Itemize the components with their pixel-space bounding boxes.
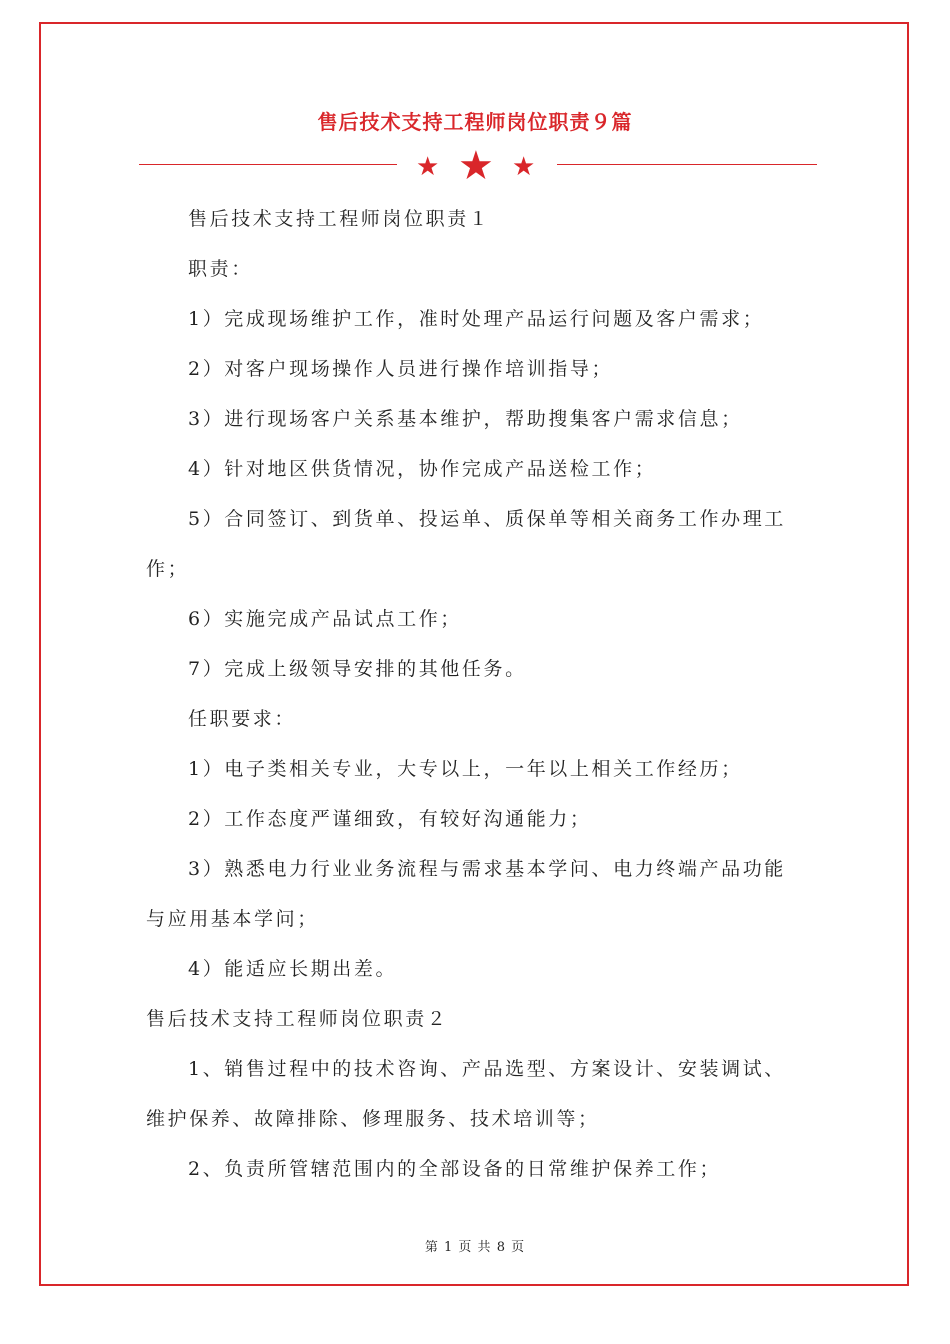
paragraph-line: 作； (146, 558, 190, 580)
paragraph-line: 职责： (188, 258, 253, 280)
paragraph-line: 7）完成上级领导安排的其他任务。 (188, 658, 527, 680)
page-footer: 第 1 页 共 8 页 (424, 1240, 526, 1255)
paragraph-line: 与应用基本学问； (146, 908, 319, 930)
document-title: 售后技术支持工程师岗位职责９篇 (317, 110, 633, 134)
title-divider-right (557, 164, 817, 165)
paragraph-line: 1、销售过程中的技术咨询、产品选型、方案设计、安装调试、 (188, 1058, 786, 1080)
section-heading: 售后技术支持工程师岗位职责２ (146, 1008, 449, 1030)
paragraph-line: 2）对客户现场操作人员进行操作培训指导； (188, 358, 614, 380)
paragraph-line: 1）完成现场维护工作，准时处理产品运行问题及客户需求； (188, 308, 765, 330)
paragraph-line: 4）能适应长期出差。 (188, 958, 398, 980)
paragraph-line: 3）进行现场客户关系基本维护，帮助搜集客户需求信息； (188, 408, 743, 430)
paragraph-line: 任职要求： (188, 708, 297, 730)
paragraph-line: 3）熟悉电力行业业务流程与需求基本学问、电力终端产品功能 (188, 858, 786, 880)
star-icon: ★ (458, 143, 494, 189)
paragraph-line: 1）电子类相关专业，大专以上，一年以上相关工作经历； (188, 758, 743, 780)
section-heading: 售后技术支持工程师岗位职责１ (188, 208, 491, 230)
paragraph-line: 2、负责所管辖范围内的全部设备的日常维护保养工作； (188, 1158, 722, 1180)
title-divider-left (139, 164, 397, 165)
star-icon: ★ (416, 152, 440, 182)
star-icon: ★ (512, 152, 536, 182)
paragraph-line: 5）合同签订、到货单、投运单、质保单等相关商务工作办理工 (188, 508, 786, 530)
paragraph-line: 6）实施完成产品试点工作； (188, 608, 462, 630)
paragraph-line: 4）针对地区供货情况，协作完成产品送检工作； (188, 458, 657, 480)
paragraph-line: 维护保养、故障排除、修理服务、技术培训等； (146, 1108, 600, 1130)
paragraph-line: 2）工作态度严谨细致，有较好沟通能力； (188, 808, 592, 830)
